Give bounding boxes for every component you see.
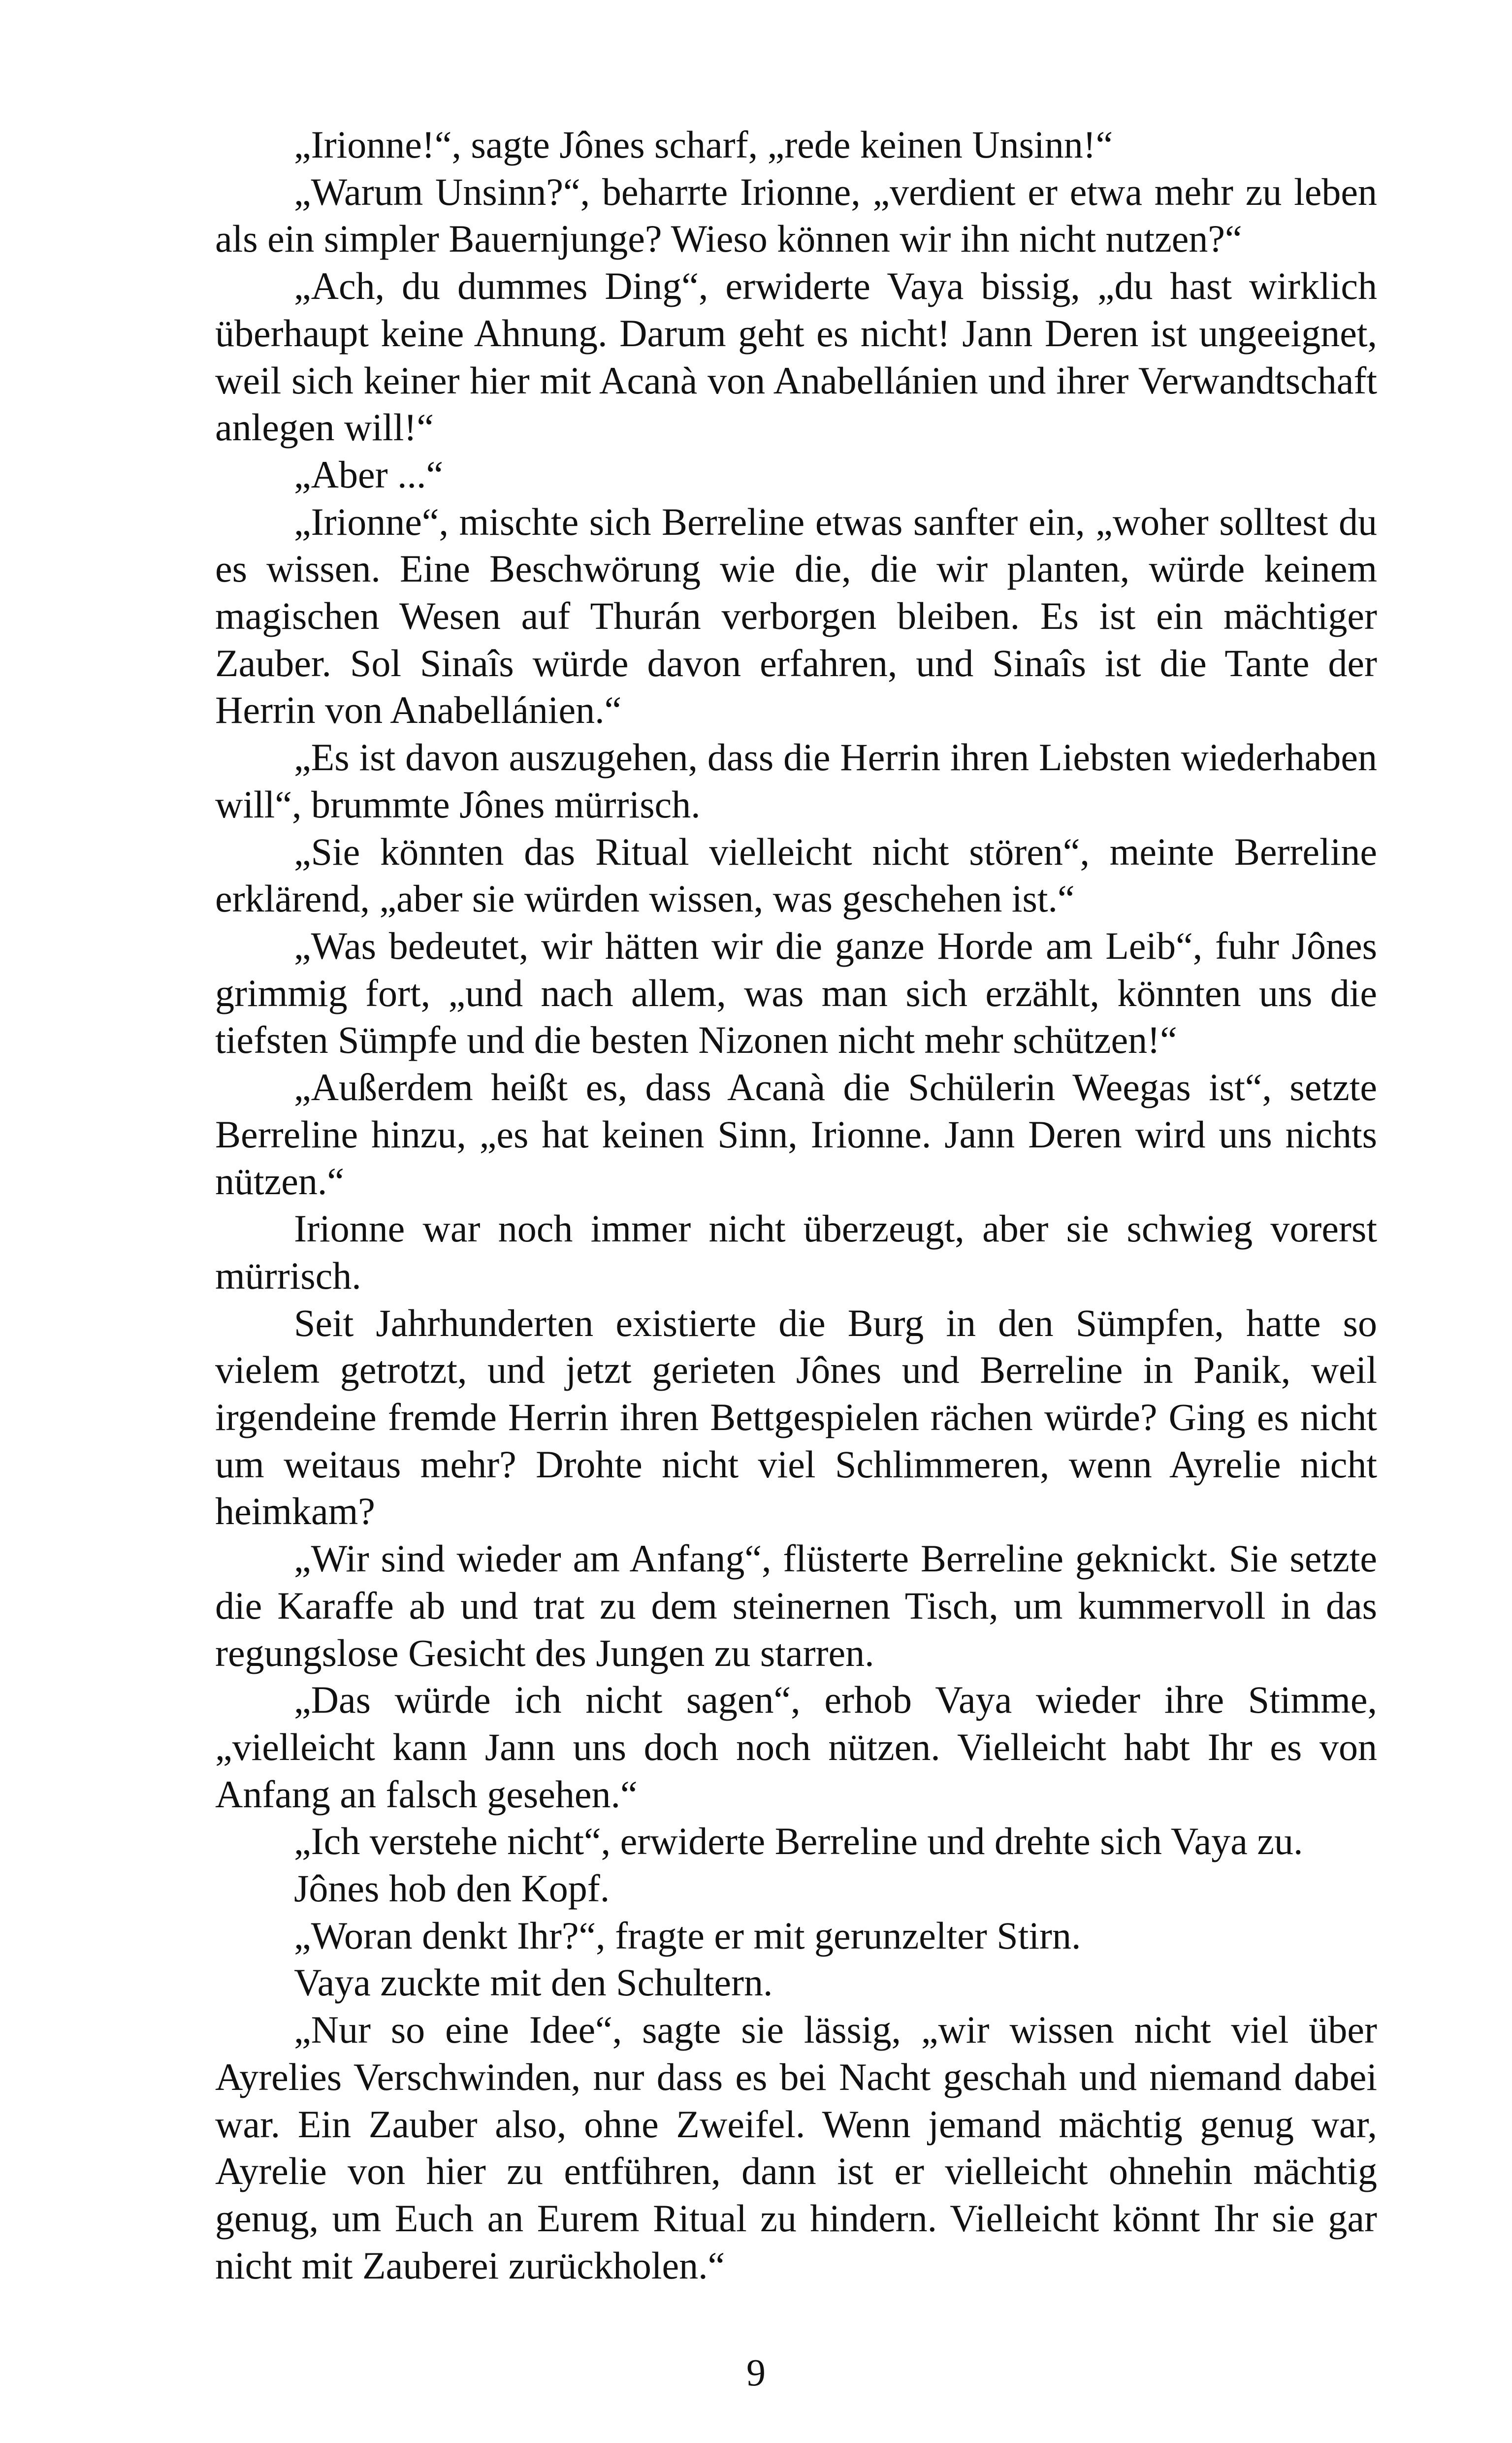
paragraph: „Woran denkt Ihr?“, fragte er mit gerunzelter Stirn. (294, 1914, 1081, 1957)
paragraph: „Wir sind wieder am Anfang“, flüsterte Berreline geknickt. Sie setzte die Karaffe ab und trat zu dem steinernen Tisch, um kummervoll in das regungslose Gesicht des Jungen zu starren. (215, 1537, 1377, 1674)
paragraph: „Irionne“, mischte sich Berreline etwas sanfter ein, „woher solltest du es wissen. Eine Beschwörung wie die, die wir planten, würde keinem magischen Wesen auf Thurán verborgen bleiben. Es ist ein mächtiger Zauber. Sol Sinaîs würde davon erfahren, und Sinaîs ist die Tante der Herrin von Anabellánien.“ (215, 500, 1377, 732)
paragraph: „Irionne!“, sagte Jônes scharf, „rede keinen Unsinn!“ (294, 123, 1113, 166)
page-number: 9 (746, 2351, 766, 2394)
paragraph: „Sie könnten das Ritual vielleicht nicht stören“, meinte Berreline erklärend, „aber sie würden wissen, was geschehen ist.“ (215, 830, 1377, 920)
paragraph: „Das würde ich nicht sagen“, erhob Vaya wieder ihre Stimme, „vielleicht kann Jann uns doch noch nützen. Vielleicht habt Ihr es von Anfang an falsch gesehen.“ (215, 1678, 1377, 1816)
paragraph: „Warum Unsinn?“, beharrte Irionne, „verdient er etwa mehr zu leben als ein simpler Bauernjunge? Wieso können wir ihn nicht nutzen?“ (215, 170, 1377, 261)
paragraph: Irionne war noch immer nicht überzeugt, aber sie schwieg vorerst mürrisch. (215, 1207, 1377, 1297)
paragraph: „Was bedeutet, wir hätten wir die ganze Horde am Leib“, fuhr Jônes grimmig fort, „und nach allem, was man sich erzählt, könnten uns die tiefsten Sümpfe und die besten Nizonen nicht mehr schützen!“ (215, 924, 1377, 1062)
paragraph: „Es ist davon auszugehen, dass die Herrin ihren Liebsten wiederhaben will“, brummte Jônes mürrisch. (215, 736, 1377, 826)
paragraph: Jônes hob den Kopf. (294, 1867, 610, 1910)
body-text (215, 121, 1377, 2289)
paragraph: „Ach, du dummes Ding“, erwiderte Vaya bissig, „du hast wirklich überhaupt keine Ahnung. Darum geht es nicht! Jann Deren ist ungeeignet, weil sich keiner hier mit Acanà von Anabellánien und ihrer Verwandtschaft anlegen will!“ (215, 264, 1377, 449)
paragraph: „Außerdem heißt es, dass Acanà die Schülerin Weegas ist“, setzte Berreline hinzu, „es hat keinen Sinn, Irionne. Jann Deren wird uns nichts nützen.“ (215, 1066, 1377, 1203)
paragraph: Vaya zuckte mit den Schultern. (294, 1961, 773, 2004)
paragraph: „Nur so eine Idee“, sagte sie lässig, „wir wissen nicht viel über Ayrelies Verschwinden, nur dass es bei Nacht geschah und niemand dabei war. Ein Zauber also, ohne Zweifel. Wenn jemand mächtig genug war, Ayrelie von hier zu entführen, dann ist er vielleicht ohnehin mächtig genug, um Euch an Eurem Ritual zu hindern. Vielleicht könnt Ihr sie gar nicht mit Zauberei zurückholen.“ (215, 2008, 1377, 2287)
paragraph: „Aber ...“ (294, 453, 444, 496)
paragraph: „Ich verstehe nicht“, erwiderte Berreline und drehte sich Vaya zu. (294, 1820, 1303, 1863)
paragraph: Seit Jahrhunderten existierte die Burg in den Sümpfen, hatte so vielem getrotzt, und jetzt gerieten Jônes und Berreline in Panik, weil irgendeine fremde Herrin ihren Bettgespielen rächen würde? Ging es nicht um weitaus mehr? Drohte nicht viel Schlimmeren, wenn Ayrelie nicht heimkam? (215, 1301, 1377, 1533)
